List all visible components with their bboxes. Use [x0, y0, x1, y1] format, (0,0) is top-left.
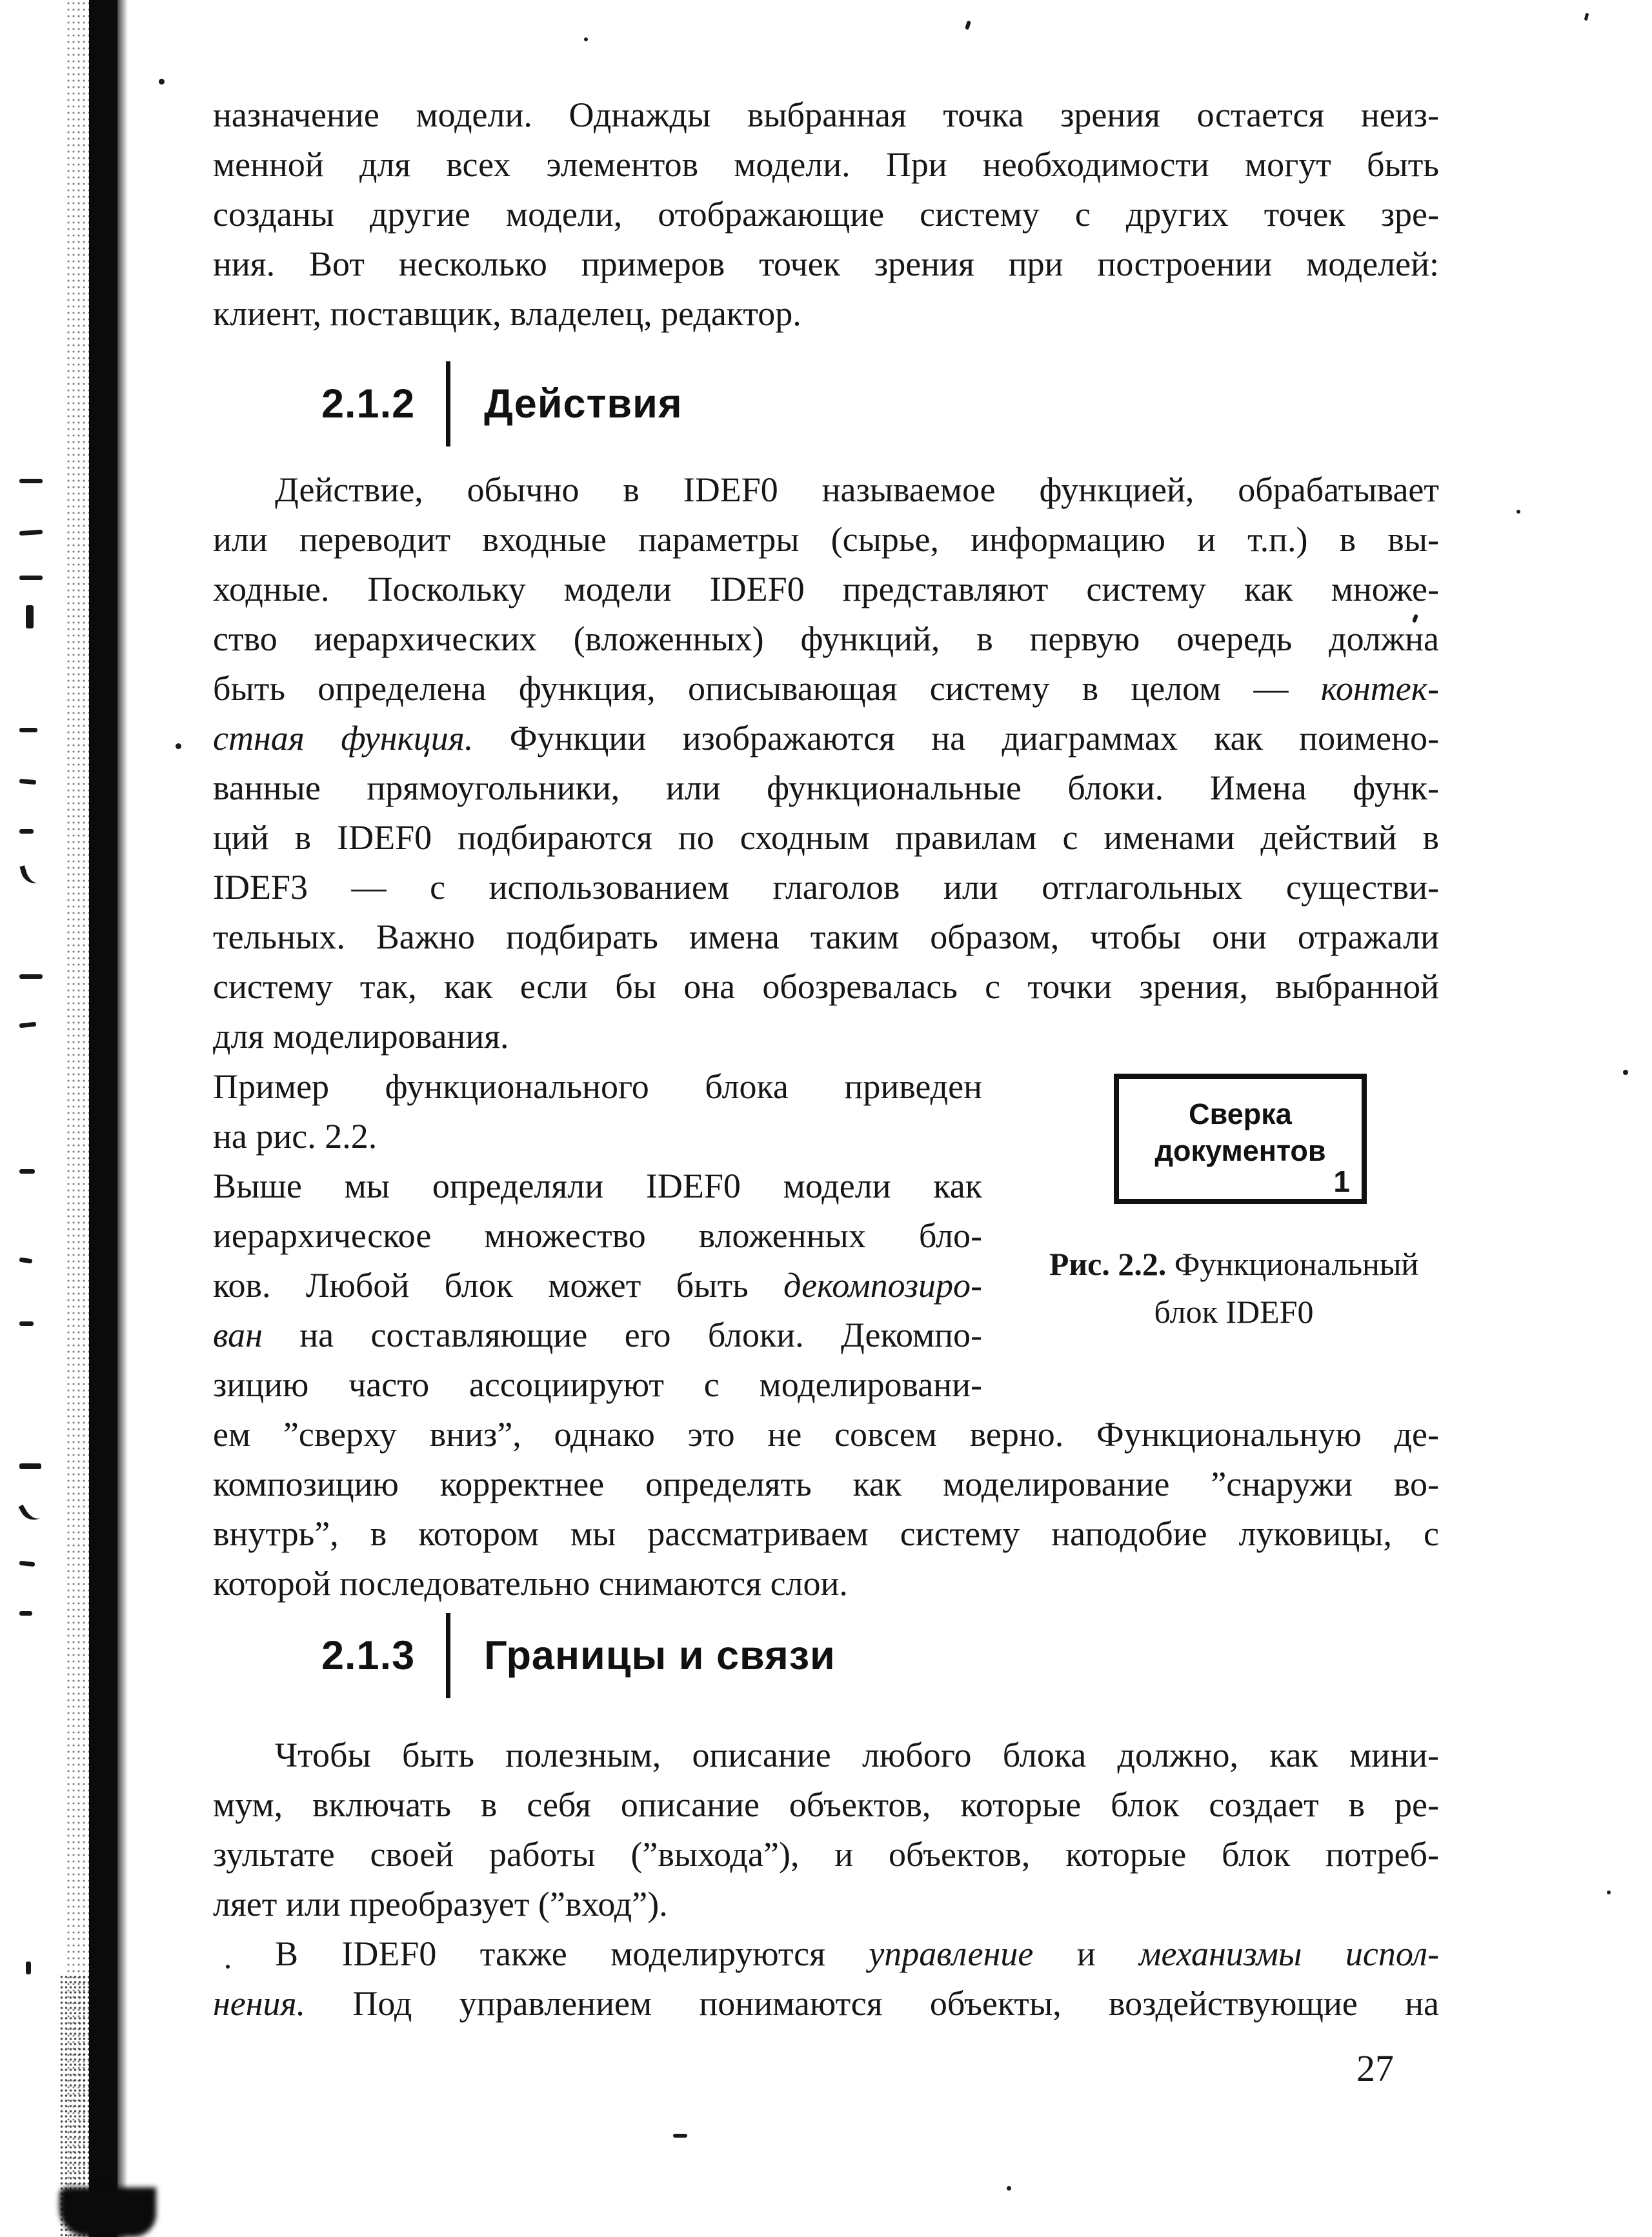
text-line: В IDEF0 также моделируются управление и механизмы испол-	[275, 1934, 1440, 1973]
section-number: 2.1.3	[321, 1633, 416, 1678]
margin-mark	[19, 479, 43, 483]
speck	[1607, 1891, 1611, 1894]
margin-mark	[19, 779, 37, 785]
text-line: ций в IDEF0 подбираются по сходным правилам с именами действий в	[213, 818, 1439, 857]
margin-mark	[19, 1611, 32, 1616]
text-line: зультате своей работы (”выхода”), и объектов, которые блок потреб-	[213, 1835, 1439, 1874]
text-line: нения. Под управлением понимаются объекты, воздействующие на	[213, 1984, 1439, 2023]
figure-box-label-line1: Сверка	[1189, 1098, 1292, 1130]
margin-mark	[19, 861, 46, 887]
text-line: Пример функционального блока приведен	[213, 1067, 982, 1106]
speck	[176, 743, 181, 749]
margin-mark	[18, 1496, 47, 1525]
speck	[1623, 1070, 1628, 1075]
paragraph-controls-mechanisms	[213, 1929, 1439, 2029]
margin-mark	[26, 605, 34, 628]
section-title-boundaries: Границы и связи	[484, 1633, 836, 1678]
heading-divider-bar	[446, 361, 450, 446]
figure-function-box	[1114, 1074, 1367, 1204]
paragraph-decomposition-narrow	[213, 1062, 982, 1410]
text-line: систему так, как если бы она обозревалась с точки зрения, выбранной	[213, 967, 1439, 1006]
margin-mark	[19, 1561, 35, 1567]
margin-mark	[19, 576, 43, 580]
paragraph-actions	[213, 465, 1439, 1061]
figure-box-number: 1	[1333, 1165, 1350, 1198]
text-line: внутрь”, в котором мы рассматриваем систему наподобие луковицы, с	[213, 1514, 1439, 1553]
text-line: композицию корректнее определять как моделирование ”снаружи во-	[213, 1465, 1439, 1503]
section-heading-2-1-3	[321, 1613, 836, 1698]
figure-caption-line2: блок IDEF0	[1154, 1294, 1314, 1330]
heading-divider-bar	[446, 1613, 450, 1698]
margin-mark	[19, 1258, 33, 1264]
section-number: 2.1.2	[321, 381, 416, 426]
speck	[1584, 13, 1589, 21]
speck	[584, 37, 588, 41]
text-line: ван на составляющие его блоки. Декомпо-	[213, 1316, 982, 1354]
text-line: клиент, поставщик, владелец, редактор.	[213, 294, 801, 333]
text-line: ем ”сверху вниз”, однако это не совсем верно. Функциональную де-	[213, 1415, 1439, 1454]
text-line: ния. Вот несколько примеров точек зрения при построении моделей:	[213, 245, 1439, 283]
book-spine-shadow-foot	[59, 2187, 156, 2237]
text-line: зицию часто ассоциируют с моделировани-	[213, 1365, 982, 1404]
section-title-actions: Действия	[484, 381, 683, 426]
margin-mark	[26, 1961, 31, 1974]
paragraph-decomposition-wide	[213, 1410, 1439, 1609]
speck	[673, 2134, 687, 2138]
paragraph-viewpoints	[213, 90, 1439, 339]
text-line: иерархическое множество вложенных бло-	[213, 1216, 982, 1255]
text-line: Чтобы быть полезным, описание любого блока должно, как мини-	[275, 1736, 1439, 1774]
text-line: менной для всех элементов модели. При необходимости могут быть	[213, 145, 1439, 184]
figure-box-label	[1119, 1079, 1362, 1169]
text-line: ванные прямоугольники, или функциональные блоки. Имена функ-	[213, 768, 1439, 807]
text-line: ство иерархических (вложенных) функций, в первую очередь должна	[213, 619, 1439, 658]
book-spine-shadow	[89, 0, 117, 2237]
text-line: ков. Любой блок может быть декомпозиро-	[213, 1266, 982, 1305]
speck	[965, 20, 971, 30]
text-line: на рис. 2.2.	[213, 1117, 378, 1156]
margin-mark	[19, 974, 43, 979]
section-heading-2-1-2	[321, 361, 683, 446]
text-line: быть определена функция, описывающая систему в целом — контек-	[213, 669, 1439, 708]
text-line: Действие, обычно в IDEF0 называемое функцией, обрабатывает	[275, 470, 1439, 509]
speck	[159, 79, 165, 85]
scan-edge-noise	[66, 0, 92, 2237]
figure-box-label-line2: документов	[1154, 1134, 1326, 1167]
text-line: мум, включать в себя описание объектов, которые блок создает в ре-	[213, 1785, 1439, 1824]
margin-mark	[19, 728, 37, 732]
text-line: IDEF3 — с использованием глаголов или отглагольных существи-	[213, 868, 1439, 907]
text-line: или переводит входные параметры (сырье, информацию и т.п.) в вы-	[213, 520, 1439, 559]
margin-mark	[19, 1169, 35, 1174]
text-line: ляет или преобразует (”вход”).	[213, 1885, 668, 1923]
speck	[1516, 510, 1520, 514]
paragraph-boundaries	[213, 1730, 1439, 1929]
margin-mark	[19, 1022, 37, 1028]
speck	[1007, 2186, 1011, 2191]
margin-mark	[19, 829, 34, 834]
figure-caption	[1021, 1240, 1447, 1336]
margin-mark	[19, 1321, 34, 1326]
page-number: 27	[1356, 2047, 1394, 2089]
text-line: тельных. Важно подбирать имена таким образом, чтобы они отражали	[213, 918, 1439, 956]
text-line: ходные. Поскольку модели IDEF0 представляют систему как множе-	[213, 570, 1439, 608]
text-line: для моделирования.	[213, 1017, 509, 1056]
figure-caption-prefix: Рис. 2.2.	[1049, 1246, 1167, 1282]
text-line: которой последовательно снимаются слои.	[213, 1564, 848, 1603]
figure-caption-line1-rest: Функциональный	[1166, 1246, 1419, 1282]
book-spine-shadow-fade	[117, 0, 128, 2237]
text-line: стная функция. Функции изображаются на диаграммах как поимено-	[213, 719, 1439, 757]
text-line: назначение модели. Однажды выбранная точка зрения остается неиз-	[213, 95, 1439, 134]
text-line: созданы другие модели, отображающие систему с других точек зре-	[213, 195, 1439, 234]
margin-mark	[19, 530, 43, 536]
margin-mark	[19, 1463, 41, 1469]
text-line: Выше мы определяли IDEF0 модели как	[213, 1167, 982, 1205]
figure-caption-line1	[1021, 1240, 1447, 1288]
